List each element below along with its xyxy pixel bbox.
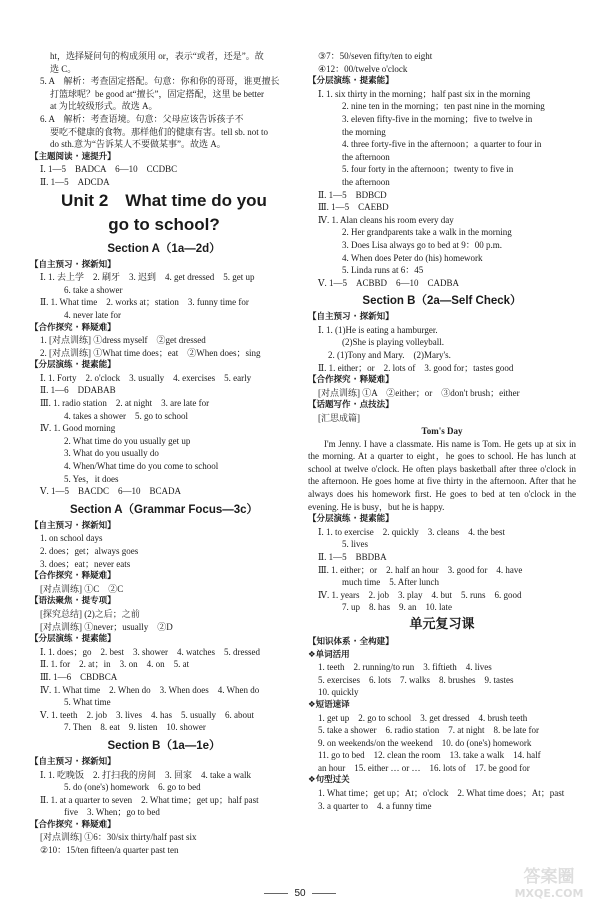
answer-line: 4. never late for: [64, 309, 121, 320]
answer-line: Ⅲ. 1—6 CBDBCA: [40, 671, 118, 682]
page-number: 50: [0, 888, 600, 901]
answer-line: the morning: [342, 126, 386, 137]
section-header: 【分层演练 · 提素能】: [308, 514, 394, 525]
answer-line: Ⅲ. 1—5 CAEBD: [318, 202, 389, 213]
answer-line: Ⅱ. 1. at a quarter to seven 2. What time；get up；half past: [40, 794, 259, 805]
section-header: 【自主预习 · 探新知】: [30, 520, 116, 531]
essay-paragraph: I'm Jenny. I have a classmate. His name is Tom. He gets up at six in the morning. At a quarter to eight，he goes to school. He has lunch at school at twelve o'clock. He often plays basketball after three o'clock in the afternoon. He goes home at five thirty in the afternoon. After that he always does his homework first. He goes to bed at ten o'clock in the evening. He is busy，but he is happy.: [308, 438, 576, 512]
answer-line: Ⅱ. 1. What time 2. works at；station 3. funny time for: [40, 297, 249, 308]
answer-line: Ⅱ. 1—5 ADCDA: [40, 176, 110, 187]
answer-line: Ⅴ. 1—5 ACBBD 6—10 CADBA: [318, 277, 460, 288]
answer-line: 2. does；get；always goes: [40, 546, 139, 556]
answer-line: 10. quickly: [318, 687, 359, 698]
unit-title: go to school?: [108, 214, 220, 234]
answer-line: Ⅰ. 1. 去上学 2. 刷牙 3. 迟到 4. get dressed 5. get up: [40, 272, 255, 283]
answer-line: 5. Yes，it does: [64, 473, 119, 484]
answer-line: 1. teeth 2. running/to run 3. fiftieth 4. lives: [318, 662, 492, 673]
section-header: 【分层演练 · 提素能】: [30, 360, 116, 371]
answer-line: 11. go to bed 12. clean the room 13. take a walk 14. half: [318, 750, 541, 761]
answer-line: 1. What time；get up；At；o'clock 2. What time does；At；past: [318, 788, 565, 799]
answer-line: Ⅲ. 1. either；or 2. half an hour 3. good for 4. have: [318, 564, 523, 575]
answer-line: 3. What do you usually do: [64, 448, 159, 459]
answer-line: do sth.意为“告诉某人不要做某事”。故选 A。: [50, 139, 226, 150]
section-header: 【合作探究 · 释疑难】: [308, 375, 394, 386]
section-header: 【自主预习 · 探新知】: [30, 756, 116, 767]
answer-line: [对点训练] ①A ②either；or ③don't brush；either: [318, 387, 520, 398]
answer-line: Ⅳ. 1. years 2. job 3. play 4. but 5. runs 6. good: [318, 589, 522, 600]
answer-line: 4. three forty-five in the afternoon；a quarter to four in: [342, 139, 542, 150]
answer-line: 3. does；eat；never eats: [40, 558, 131, 569]
left-column: [30, 50, 298, 857]
answer-line: 5. A 解析：考查固定搭配。句意：你和你的哥哥，谁更擅长: [40, 76, 280, 87]
answer-line: 4. When/What time do you come to school: [64, 461, 219, 472]
answer-line: Ⅰ. 1. Forty 2. o'clock 3. usually 4. exercises 5. early: [40, 372, 252, 383]
answer-line: 5. exercises 6. lots 7. walks 8. brushes 9. tastes: [318, 674, 514, 685]
answer-line: Ⅰ. 1. to exercise 2. quickly 3. cleans 4. the best: [318, 526, 506, 537]
answer-line: 2. What time do you usually get up: [64, 435, 191, 446]
section-title: Section B（2a—Self Check）: [362, 295, 522, 308]
answer-line: [对点训练] ①C ②C: [40, 583, 124, 594]
answer-line: the afternoon: [342, 151, 390, 162]
answer-line: Ⅱ. 1—5 BBDBA: [318, 551, 387, 562]
section-header: ❖短语速译: [308, 699, 350, 710]
section-header: 【分层演练 · 提素能】: [308, 76, 394, 87]
svg-text:答案圈: 答案圈: [523, 867, 575, 887]
answer-line: ②10：15/ten fifteen/a quarter past ten: [40, 845, 179, 856]
answer-line: [对点训练] ①never；usually ②D: [40, 621, 173, 632]
section-header: 【自主预习 · 探新知】: [30, 259, 116, 270]
section-header: ❖单词活用: [308, 649, 350, 660]
section-header: 【知识体系 · 全构建】: [308, 636, 394, 647]
section-header: 【分层演练 · 提素能】: [30, 634, 116, 645]
answer-line: Ⅰ. 1—5 BADCA 6—10 CCDBC: [40, 164, 178, 175]
answer-line: 打篮球呢？be good at“擅长”，固定搭配，这里 be better: [50, 88, 264, 99]
answer-line: Ⅱ. 1. either；or 2. lots of 3. good for；tastes good: [318, 362, 514, 373]
answer-line: at 为比较级形式。故选 A。: [50, 101, 158, 112]
answer-line: 要吃不健康的食物。那样他们的健康有害。tell sb. not to: [50, 126, 269, 137]
section-title: Section A（1a—2d）: [107, 242, 221, 255]
watermark-logo: [506, 862, 592, 902]
answer-line: [汇思成篇]: [318, 413, 360, 424]
answer-line: [对点训练] ①6：30/six thirty/half past six: [40, 832, 197, 843]
section-title: Section B（1a—1e）: [107, 739, 221, 752]
right-column: [308, 50, 576, 812]
answer-line: 5. What time: [64, 697, 111, 708]
answer-line: 5. take a shower 6. radio station 7. at night 8. be late for: [318, 725, 539, 736]
answer-line: Ⅱ. 1. for 2. at；in 3. on 4. on 5. at: [40, 659, 190, 670]
answer-line: Ⅳ. 1. Good morning: [40, 423, 116, 434]
answer-line: 3. eleven fifty-five in the morning；five to twelve in: [342, 113, 533, 124]
answer-line: 3. a quarter to 4. a funny time: [318, 800, 432, 811]
section-header: 【合作探究 · 释疑难】: [30, 819, 116, 830]
essay-title: Tom's Day: [421, 425, 463, 436]
answer-line: five 3. When；go to bed: [64, 807, 160, 818]
answer-line: ④12：00/twelve o'clock: [318, 63, 408, 74]
answer-line: Ⅲ. 1. radio station 2. at night 3. are late for: [40, 398, 210, 409]
answer-line: 7. Then 8. eat 9. listen 10. shower: [64, 722, 206, 733]
answer-line: 2. Her grandparents take a walk in the morning: [342, 227, 512, 238]
answer-line: (2)She is playing volleyball.: [342, 337, 444, 348]
answer-line: 选 C。: [50, 63, 77, 74]
answer-line: Ⅰ. 1. six thirty in the morning；half past six in the morning: [318, 88, 531, 99]
answer-line: ht，选择疑问句的构成须用 or，表示“或者，还是”。故: [50, 51, 264, 61]
answer-line: 5. four forty in the afternoon；twenty to five in: [342, 164, 514, 175]
section-header: ❖句型过关: [308, 775, 350, 786]
section-header: 【主题阅读 · 速提升】: [30, 151, 116, 162]
answer-line: Ⅱ. 1—6 DDABAB: [40, 385, 116, 396]
section-header: 【自主预习 · 探新知】: [308, 312, 394, 323]
section-title: Section A（Grammar Focus—3c）: [69, 503, 259, 516]
answer-line: 1. get up 2. go to school 3. get dressed 4. brush teeth: [318, 712, 528, 723]
svg-text:MXQE.COM: MXQE.COM: [514, 887, 584, 900]
answer-line: 4. takes a shower 5. go to school: [64, 410, 188, 421]
answer-line: 6. take a shower: [64, 284, 123, 295]
answer-line: Ⅴ. 1—5 BACDC 6—10 BCADA: [40, 486, 182, 497]
section-header: 【合作探究 · 释疑难】: [30, 322, 116, 333]
answer-line: 2. [对点训练] ①What time does；eat ②When does；sing: [40, 347, 261, 358]
answer-line: 7. up 8. has 9. an 10. late: [342, 602, 452, 613]
answer-line: an hour 15. either … or … 16. lots of 17. be good for: [318, 762, 530, 773]
section-header: 【语法聚焦 · 提专项】: [30, 596, 116, 607]
unit-title: Unit 2 What time do you: [61, 190, 267, 210]
answer-line: Ⅰ. 1. 吃晚饭 2. 打扫我的房间 3. 回家 4. take a walk: [40, 769, 252, 780]
answer-line: 5. Linda runs at 6：45: [342, 265, 424, 276]
answer-line: ③7：50/seven fifty/ten to eight: [318, 51, 433, 61]
answer-line: 5. lives: [342, 539, 368, 550]
answer-line: 9. on weekends/on the weekend 10. do (one's) homework: [318, 737, 532, 748]
section-header: 【合作探究 · 释疑难】: [30, 571, 116, 582]
answer-line: 3. Does Lisa always go to bed at 9：00 p.m.: [342, 239, 502, 250]
answer-line: 1. on school days: [40, 533, 103, 544]
answer-line: [探究总结] (2)之后；之前: [40, 608, 140, 619]
answer-line: 2. nine ten in the morning；ten past nine in the morning: [342, 101, 545, 112]
answer-line: 2. (1)Tony and Mary. (2)Mary's.: [328, 350, 451, 361]
answer-line: 4. When does Peter do (his) homework: [342, 252, 483, 263]
answer-line: 6. A 解析：考查语境。句意：父母应该告诉孩子不: [40, 113, 244, 124]
answer-line: Ⅱ. 1—5 BDBCD: [318, 189, 387, 200]
section-header: 【话题写作 · 点技法】: [308, 400, 394, 411]
answer-line: the afternoon: [342, 176, 390, 187]
answer-line: Ⅰ. 1. does；go 2. best 3. shower 4. watches 5. dressed: [40, 646, 261, 657]
answer-line: Ⅳ. 1. Alan cleans his room every day: [318, 214, 454, 225]
review-title: 单元复习课: [409, 616, 475, 632]
answer-line: Ⅰ. 1. (1)He is eating a hamburger.: [318, 324, 438, 335]
answer-line: much time 5. After lunch: [342, 577, 439, 588]
answer-line: 1. [对点训练] ①dress myself ②get dressed: [40, 335, 206, 346]
answer-line: 5. do (one's) homework 6. go to bed: [64, 782, 201, 793]
answer-line: Ⅴ. 1. teeth 2. job 3. lives 4. has 5. usually 6. about: [40, 709, 254, 720]
answer-line: Ⅳ. 1. What time 2. When do 3. When does 4. When do: [40, 684, 260, 695]
